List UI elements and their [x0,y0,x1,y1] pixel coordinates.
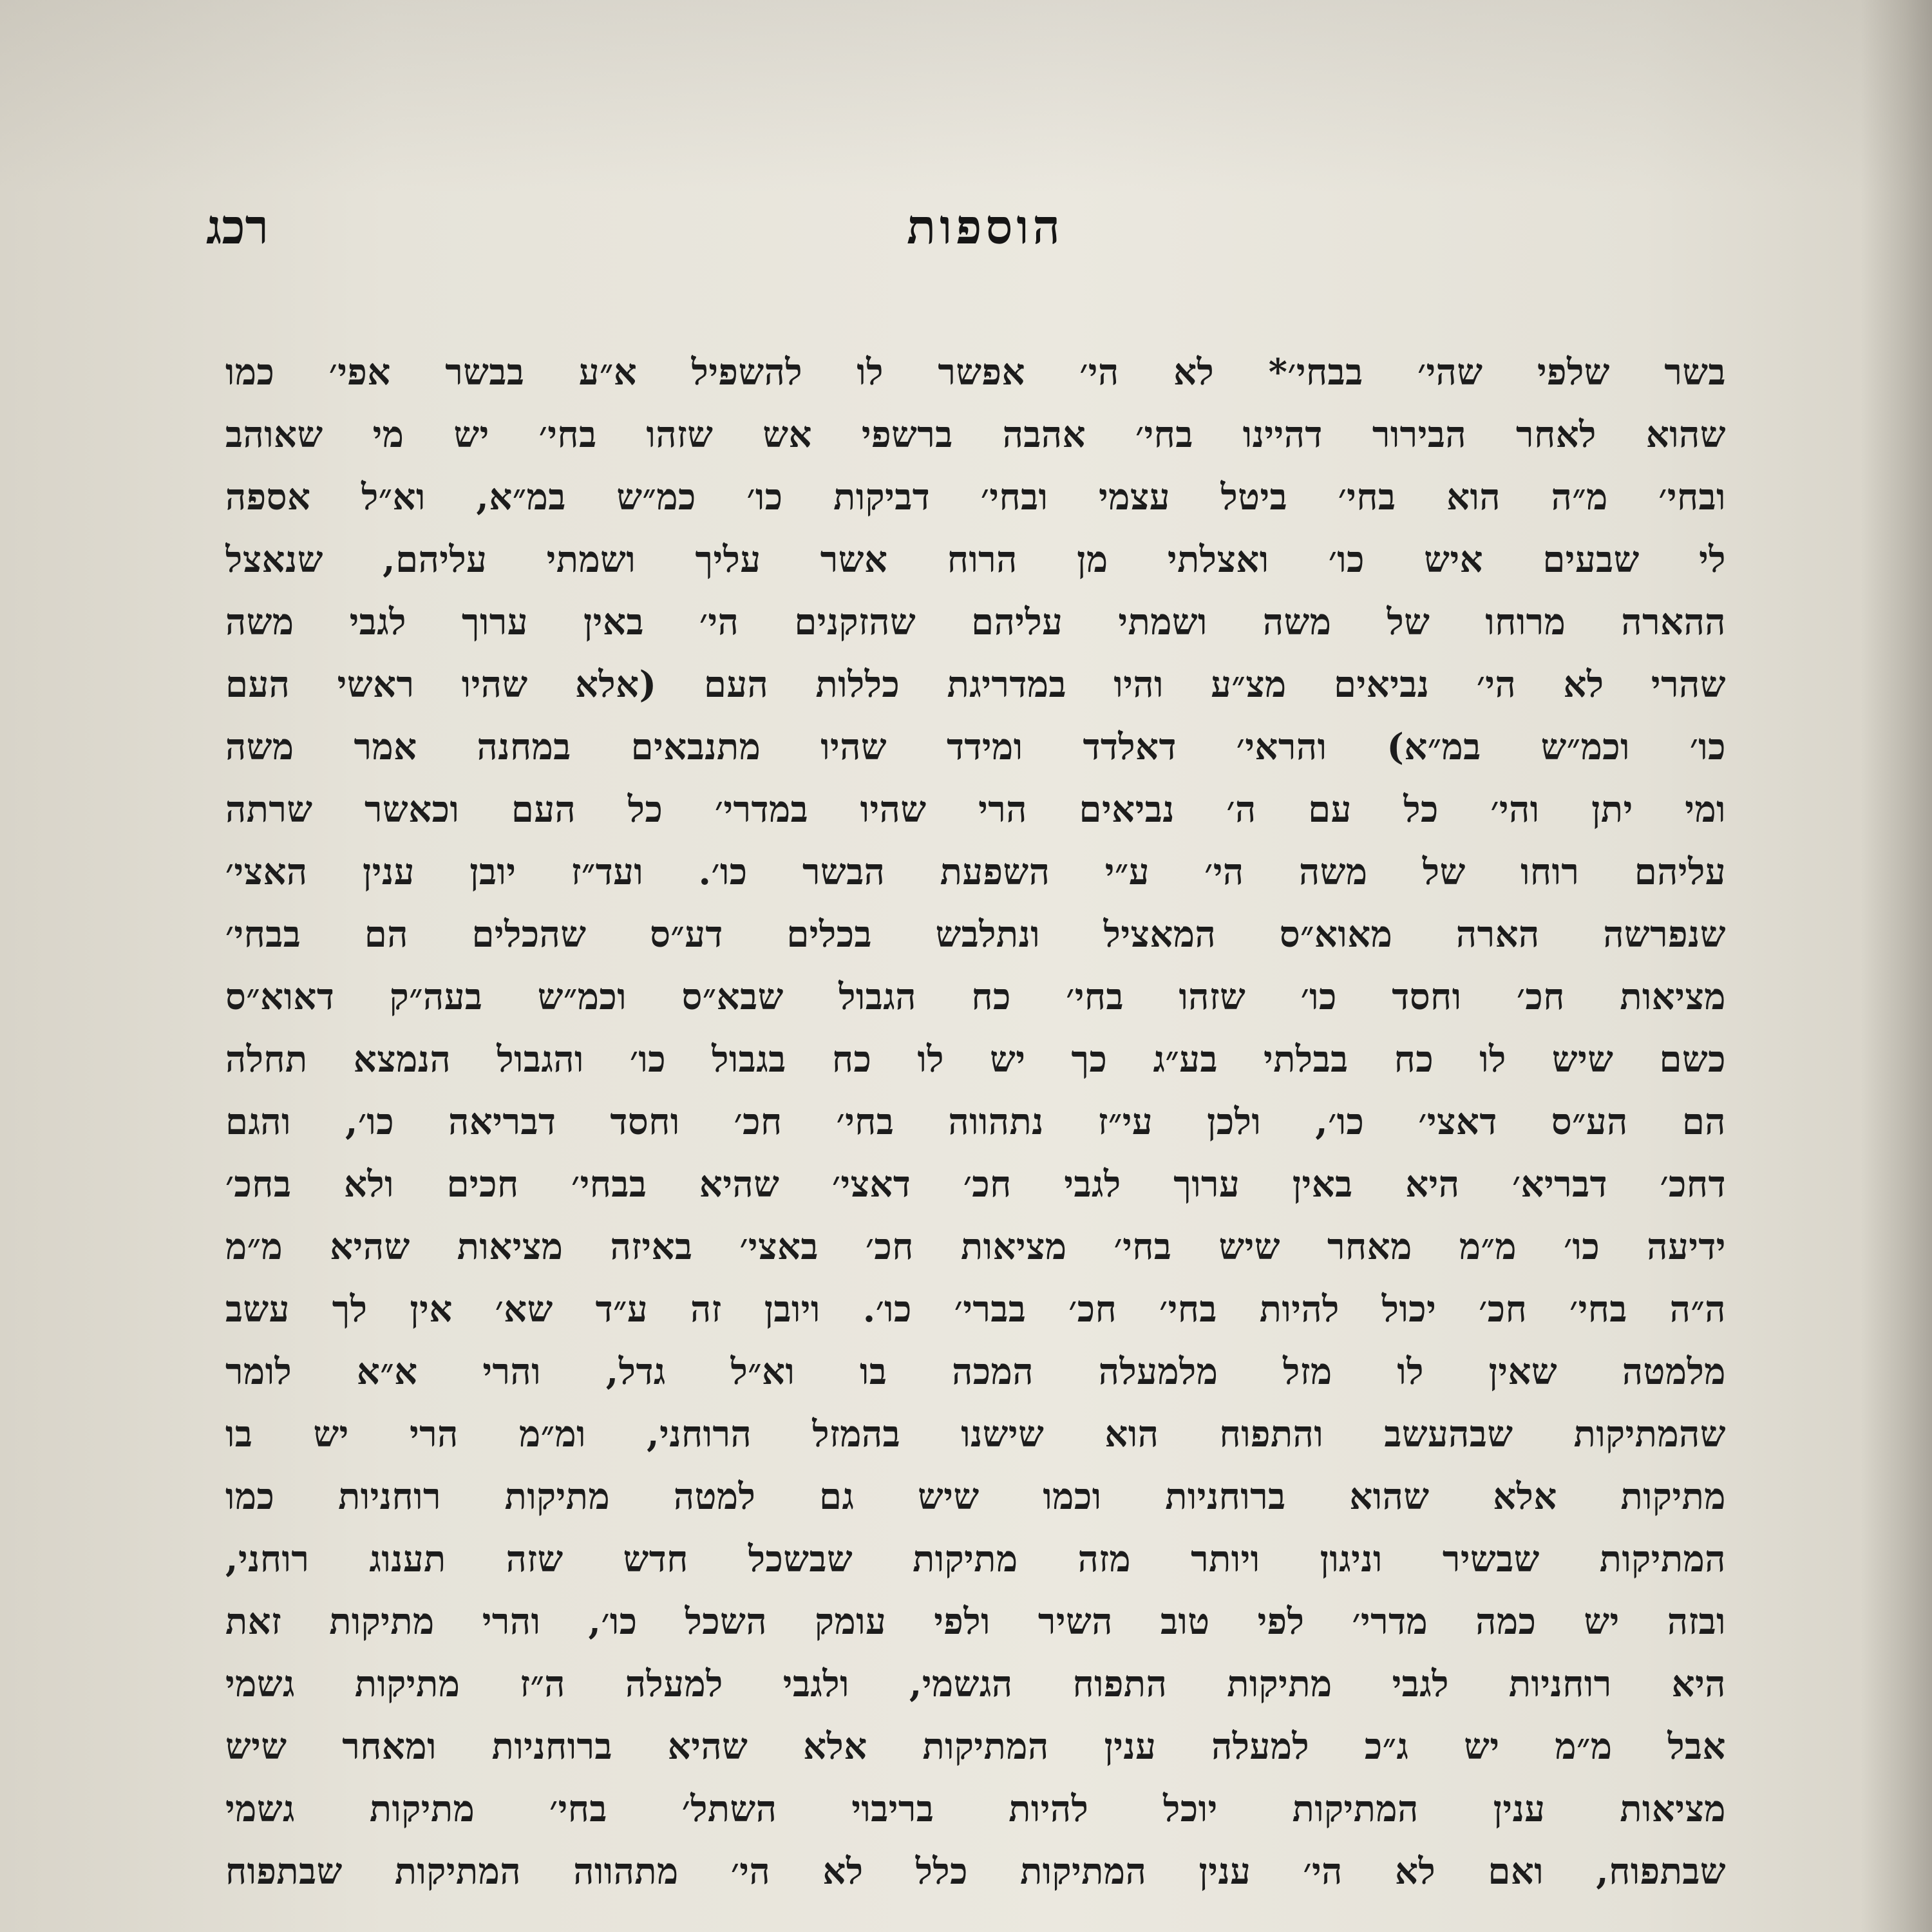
text-line: ה״ה בחי׳ חכ׳ יכול להיות בחי׳ חכ׳ בברי׳ כו׳. ויובן זה ע״ד שא׳ אין לך עשב [225,1288,1726,1331]
page-edge-shadow [1861,0,1932,1932]
page-number: רכג [206,200,269,255]
text-line: ובחי׳ מ״ה הוא בחי׳ ביטל עצמי ובחי׳ דביקות כו׳ כמ״ש במ״א, וא״ל אספה [225,476,1726,518]
text-line: שהמתיקות שבהעשב והתפוח הוא שישנו בהמזל הרוחני, ומ״מ הרי יש בו [225,1413,1726,1455]
text-line: מציאות חכ׳ וחסד כו׳ שזהו בחי׳ כח הגבול שבא״ס וכמ״ש בעה״ק דאוא״ס [225,976,1726,1018]
text-line: בשר שלפי שהי׳ בבחי׳* לא הי׳ אפשר לו להשפיל א״ע בבשר אפי׳ כמו [225,351,1726,393]
text-line: דחכ׳ דבריא׳ היא באין ערוך לגבי חכ׳ דאצי׳ שהיא בבחי׳ חכים ולא בחכ׳ [225,1163,1726,1206]
text-line: שהוא לאחר הבירור דהיינו בחי׳ אהבה ברשפי אש שזהו בחי׳ יש מי שאוהב [225,413,1726,456]
text-line: ומי יתן והי׳ כל עם ה׳ נביאים הרי שהיו במדרי׳ כל העם וכאשר שרתה [225,788,1726,831]
text-line: אבל מ״מ יש ג״כ למעלה ענין המתיקות אלא שהיא ברוחניות ומאחר שיש [225,1725,1726,1768]
text-line: כו׳ וכמ״ש במ״א) והראי׳ דאלדד ומידד שהיו מתנבאים במחנה אמר משה [225,726,1726,768]
text-line: שנפרשה הארה מאוא״ס המאציל ונתלבש בכלים דע״ס שהכלים הם בבחי׳ [225,913,1726,956]
body-text [225,341,1726,1903]
top-shadow [0,0,1932,193]
text-line: מלמטה שאין לו מזל מלמעלה המכה בו וא״ל גדל, והרי א״א לומר [225,1350,1726,1393]
text-line: הם הע״ס דאצי׳ כו׳, ולכן עי״ז נתהווה בחי׳ חכ׳ וחסד דבריאה כו׳, והגם [225,1101,1726,1143]
page-header [0,200,1932,270]
running-head: הוספות [907,200,1064,255]
text-line: מציאות ענין המתיקות יוכל להיות בריבוי השתל׳ בחי׳ מתיקות גשמי [225,1788,1726,1830]
text-line: לי שבעים איש כו׳ ואצלתי מן הרוח אשר עליך ושמתי עליהם, שנאצל [225,538,1726,581]
text-line: היא רוחניות לגבי מתיקות התפוח הגשמי, ולגבי למעלה ה״ז מתיקות גשמי [225,1663,1726,1705]
text-line: מתיקות אלא שהוא ברוחניות וכמו שיש גם למטה מתיקות רוחניות כמו [225,1475,1726,1518]
text-line: כשם שיש לו כח בבלתי בע״ג כך יש לו כח בגבול כו׳ והגבול הנמצא תחלה [225,1038,1726,1081]
text-line: המתיקות שבשיר וניגון ויותר מזה מתיקות שבשכל חדש שזה תענוג רוחני, [225,1538,1726,1580]
text-line: שבתפוח, ואם לא הי׳ ענין המתיקות כלל לא הי׳ מתהווה המתיקות שבתפוח [225,1850,1726,1893]
text-line: ההארה מרוחו של משה ושמתי עליהם שהזקנים הי׳ באין ערוך לגבי משה [225,601,1726,643]
text-line: שהרי לא הי׳ נביאים מצ״ע והיו במדריגת כללות העם (אלא שהיו ראשי העם [225,663,1726,706]
text-line: עליהם רוחו של משה הי׳ ע״י השפעת הבשר כו׳. ועד״ז יובן ענין האצי׳ [225,851,1726,893]
text-line: ובזה יש כמה מדרי׳ לפי טוב השיר ולפי עומק השכל כו׳, והרי מתיקות זאת [225,1600,1726,1643]
text-line: ידיעה כו׳ מ״מ מאחר שיש בחי׳ מציאות חכ׳ באצי׳ באיזה מציאות שהיא מ״מ [225,1226,1726,1268]
